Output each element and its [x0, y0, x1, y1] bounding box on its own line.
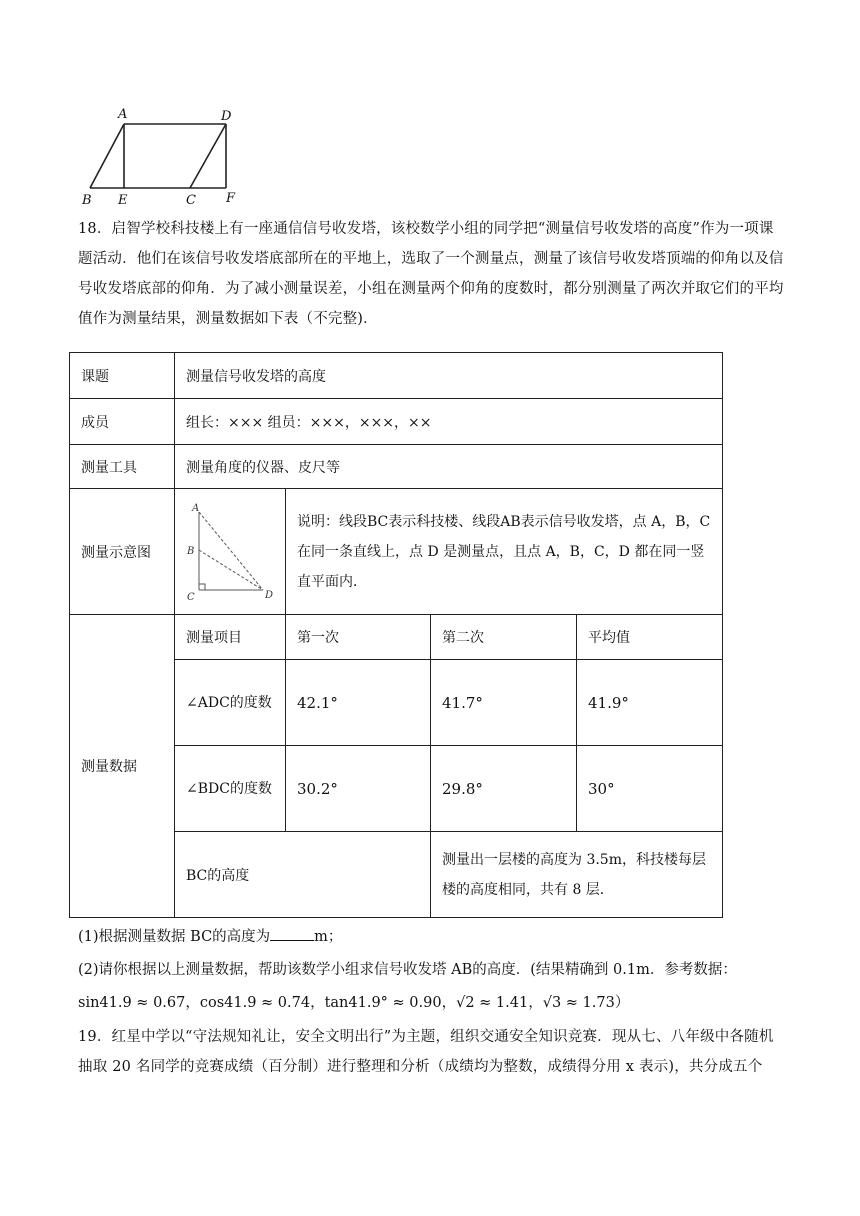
label-f: F	[226, 191, 236, 206]
bc-label: BC的高度	[175, 832, 431, 918]
label-e: E	[118, 193, 128, 208]
bc-value: 测量出一层楼的高度为 3.5m，科技楼每层楼的高度相同，共有 8 层．	[431, 832, 723, 918]
row-data-header	[70, 615, 723, 660]
diagram-label-a: A	[192, 502, 200, 514]
adc-second: 41.7°	[431, 660, 577, 746]
col-item: 测量项目	[175, 615, 286, 660]
members-label: 成员	[70, 399, 175, 445]
label-c: C	[186, 193, 196, 208]
adc-avg: 41.9°	[577, 660, 723, 746]
diagram-cell	[175, 489, 286, 615]
measurement-table	[69, 352, 723, 918]
label-b: B	[82, 193, 92, 208]
row-diagram	[70, 489, 723, 615]
reference-data: sin41.9 ≈ 0.67，cos41.9 ≈ 0.74，tan41.9° ≈ 0.90，√2 ≈ 1.41，√3 ≈ 1.73）	[78, 995, 630, 1011]
adc-label: ∠ADC的度数	[175, 660, 286, 746]
col-first: 第一次	[286, 615, 431, 660]
data-label: 测量数据	[70, 615, 175, 918]
question-1-suffix: m；	[314, 929, 343, 945]
bdc-avg: 30°	[577, 746, 723, 832]
bdc-second: 29.8°	[431, 746, 577, 832]
diagram-label-c: C	[187, 591, 195, 603]
diagram-label: 测量示意图	[70, 489, 175, 615]
geometry-figure-abcdef	[78, 104, 248, 208]
bdc-label: ∠BDC的度数	[175, 746, 286, 832]
members-value: 组长：××× 组员：×××，×××，××	[175, 399, 723, 445]
question-1	[78, 922, 784, 952]
tower-diagram	[175, 490, 285, 614]
answer-blank[interactable]	[270, 926, 314, 941]
diagram-note: 说明：线段BC表示科技楼、线段AB表示信号收发塔，点 A，B，C 在同一条直线上，点 D 是测量点，且点 A，B，C，D 都在同一竖直平面内．	[286, 489, 723, 615]
row-topic	[70, 353, 723, 399]
adc-first: 42.1°	[286, 660, 431, 746]
row-members	[70, 399, 723, 445]
label-d: D	[221, 109, 232, 124]
topic-value: 测量信号收发塔的高度	[175, 353, 723, 399]
question-2: (2)请你根据以上测量数据，帮助该数学小组求信号收发塔 AB的高度．(结果精确到 0.1m．参考数据：	[78, 962, 737, 978]
col-avg: 平均值	[577, 615, 723, 660]
col-second: 第二次	[431, 615, 577, 660]
tools-label: 测量工具	[70, 445, 175, 489]
tools-value: 测量角度的仪器、皮尺等	[175, 445, 723, 489]
question-1-prefix: (1)根据测量数据 BC的高度为	[78, 929, 271, 945]
diagram-label-b: B	[187, 545, 195, 557]
problem-19-text: 19．红星中学以“守法规知礼让，安全文明出行”为主题，组织交通安全知识竞赛．现从七、八年级中各随机抽取 20 名同学的竞赛成绩（百分制）进行整理和分析（成绩均为整数，成绩得分用 x 表示)，共分成五个	[78, 1029, 774, 1075]
topic-label: 课题	[70, 353, 175, 399]
label-a: A	[118, 107, 128, 122]
row-tools	[70, 445, 723, 489]
problem-18-text: 18．启智学校科技楼上有一座通信信号收发塔，该校数学小组的同学把“测量信号收发塔的高度”作为一项课题活动．他们在该信号收发塔底部所在的平地上，选取了一个测量点，测量了该信号收发塔顶端的仰角以及信号收发塔底部的仰角．为了减小测量误差，小组在测量两个仰角的度数时，都分别测量了两次并取它们的平均值作为测量结果，测量数据如下表（不完整)．	[78, 221, 784, 327]
diagram-label-d: D	[265, 589, 274, 601]
bdc-first: 30.2°	[286, 746, 431, 832]
